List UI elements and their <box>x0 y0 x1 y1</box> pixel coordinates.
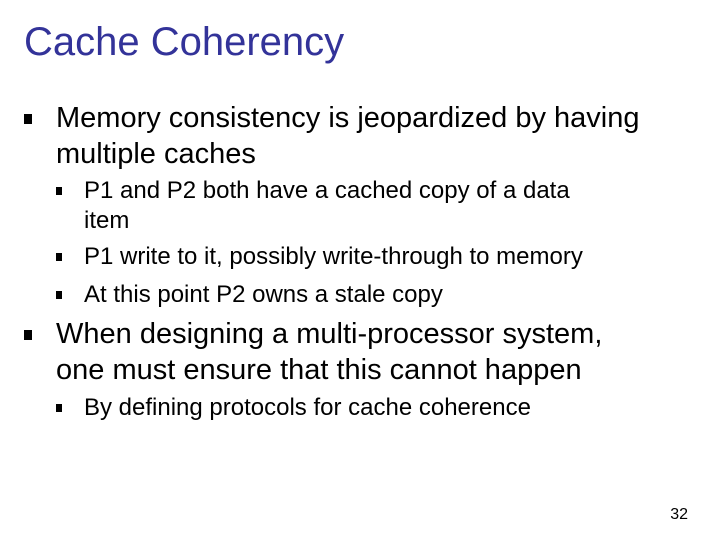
bullet-item <box>56 316 602 388</box>
bullet-text: Memory consistency is jeopardized by having multiple caches <box>56 102 640 170</box>
page-number: 32 <box>670 506 688 523</box>
square-bullet-icon <box>24 330 32 340</box>
square-bullet-icon <box>56 187 62 195</box>
bullet-text: When designing a multi-processor system, one must ensure that this cannot happen <box>56 318 603 386</box>
square-bullet-icon <box>56 253 62 261</box>
sub-bullet-text: P1 write to it, possibly write-through to memory <box>84 243 583 270</box>
sub-bullet-text: By defining protocols for cache coherence <box>84 394 531 421</box>
square-bullet-icon <box>56 404 62 412</box>
sub-bullet-item <box>84 242 583 272</box>
bullet-item <box>56 100 640 172</box>
square-bullet-icon <box>56 291 62 299</box>
slide-title: Cache Coherency <box>24 20 345 64</box>
sub-bullet-text: P1 and P2 both have a cached copy of a data item <box>84 177 570 234</box>
sub-bullet-text: At this point P2 owns a stale copy <box>84 281 443 308</box>
sub-bullet-item <box>84 393 531 423</box>
sub-bullet-item <box>84 176 570 236</box>
square-bullet-icon <box>24 114 32 124</box>
sub-bullet-item <box>84 280 443 310</box>
